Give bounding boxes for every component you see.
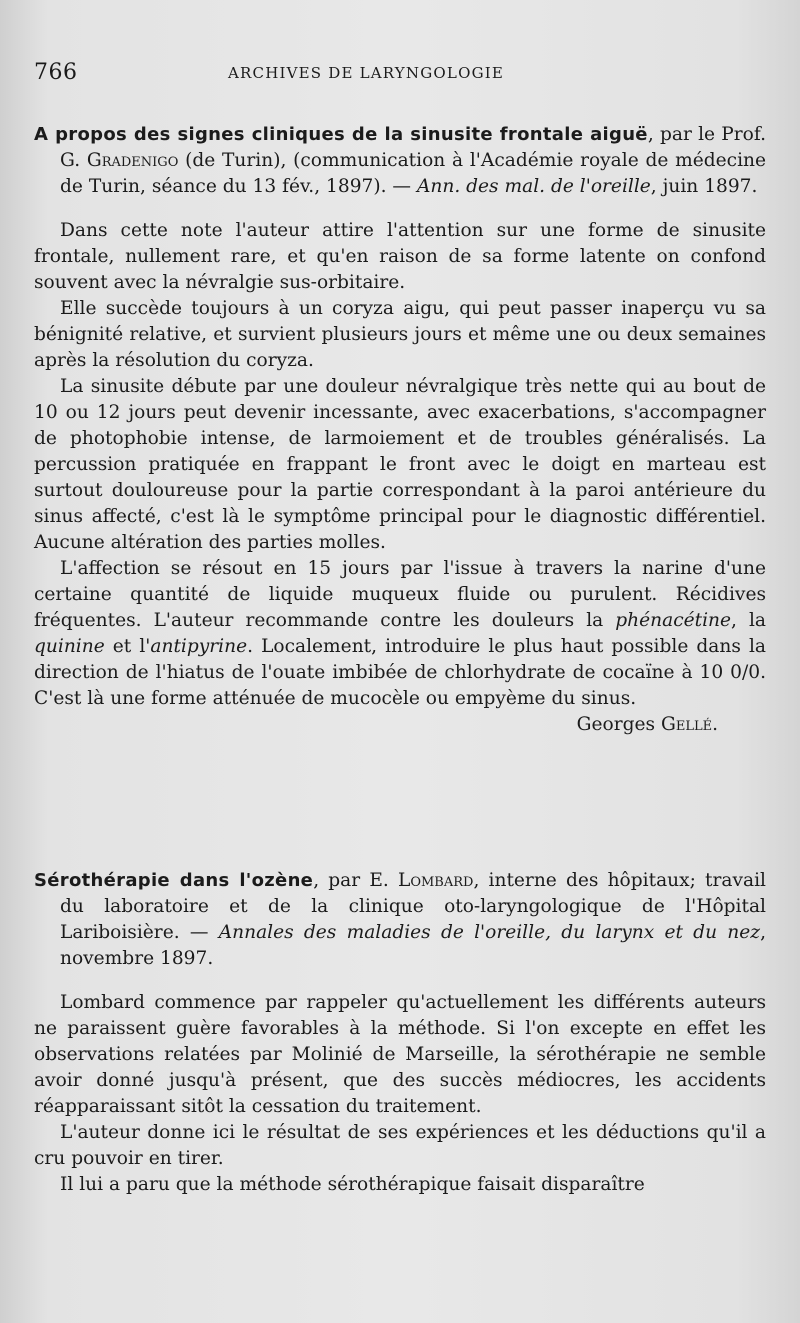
journal-name: Ann. des mal. de l'oreille	[416, 176, 651, 197]
journal-name: Annales des maladies de l'oreille, du larynx et du nez	[218, 922, 761, 943]
text-run: et l'	[104, 636, 151, 657]
paragraph: Elle succède toujours à un coryza aigu, qui peut passer inaperçu vu sa bénignité relative, et survient plusieurs jours et même une ou deux semaines après la résolution du coryza.	[34, 298, 766, 371]
paragraph: La sinusite débute par une douleur névralgique très nette qui au bout de 10 ou 12 jours peut devenir incessante, avec exacerbations, s'accompagner de photophobie intense, de larmoiement et de troubles généralisés. La percussion pratiquée en frappant le front avec le doigt en marteau est surtout douloureuse pour la partie correspondant à la paroi antérieure du sinus affecté, c'est là le symptôme principal pour le diagnostic différentiel. Aucune altération des parties molles.	[34, 376, 766, 553]
article-title	[34, 122, 766, 200]
signature	[34, 712, 766, 738]
drug-name: antipyrine	[150, 636, 248, 657]
text-run: L'affection se résout en 15 jours par l'issue à travers la narine d'une certaine quantité de liquide muqueux fluide ou purulent. Récidives fréquentes. L'auteur recommande contre les douleurs la	[34, 558, 766, 631]
author-name: Lombard	[397, 870, 474, 891]
title-rest: (de Turin), (communication à l'Académie royale de médecine de Turin, séance du 13 fév., 1897). —	[60, 150, 766, 197]
title-rest: , interne des hôpitaux; travail du laboratoire et de la clinique oto-laryngologique de l'Hôpital Lariboisière. —	[60, 870, 766, 943]
paragraph	[34, 556, 766, 712]
text-run: , la	[731, 610, 767, 631]
text-run: . Localement, introduire le plus haut possible dans la direction de l'hiatus de l'ouate imbibée de chlorhydrate de cocaïne à 10 0/0. C'est là une forme atténuée de mucocèle ou empyème du sinus.	[34, 636, 766, 709]
page-header	[34, 56, 764, 90]
author-name: Gradenigo	[86, 150, 179, 171]
paragraph: Il lui a paru que la méthode sérothérapique faisait disparaître	[60, 1174, 645, 1195]
drug-name: phénacétine	[615, 610, 732, 631]
signature-last-name: Gellé.	[660, 714, 718, 735]
title-by: , par E.	[313, 870, 398, 891]
article-title	[34, 868, 766, 972]
article-serotherapie-ozene	[34, 868, 766, 1198]
signature-first-name: Georges	[576, 714, 661, 735]
publication-date: , juin 1897.	[650, 176, 758, 197]
page-number: 766	[34, 60, 78, 85]
running-title: ARCHIVES DE LARYNGOLOGIE	[228, 64, 505, 82]
drug-name: quinine	[34, 636, 105, 657]
paragraph: L'auteur donne ici le résultat de ses expériences et les déductions qu'il a cru pouvoir en tirer.	[34, 1122, 766, 1169]
title-bold: A propos des signes cliniques de la sinusite frontale aiguë	[34, 124, 648, 145]
article-sinusite-frontale	[34, 122, 766, 738]
title-bold: Sérothérapie dans l'ozène	[34, 870, 314, 891]
publication-date: , novembre 1897.	[60, 922, 766, 969]
paragraph: Lombard commence par rappeler qu'actuellement les différents auteurs ne paraissent guère favorables à la méthode. Si l'on excepte en effet les observations relatées par Molinié de Marseille, la sérothérapie ne semble avoir donné jusqu'à présent, que des succès médiocres, les accidents réapparaissant sitôt la cessation du traitement.	[34, 992, 766, 1117]
paragraph: Dans cette note l'auteur attire l'attention sur une forme de sinusite frontale, nullement rare, et qu'en raison de sa forme latente on confond souvent avec la névralgie sus-orbitaire.	[34, 220, 766, 293]
title-by: , par le Prof. G.	[60, 124, 766, 171]
